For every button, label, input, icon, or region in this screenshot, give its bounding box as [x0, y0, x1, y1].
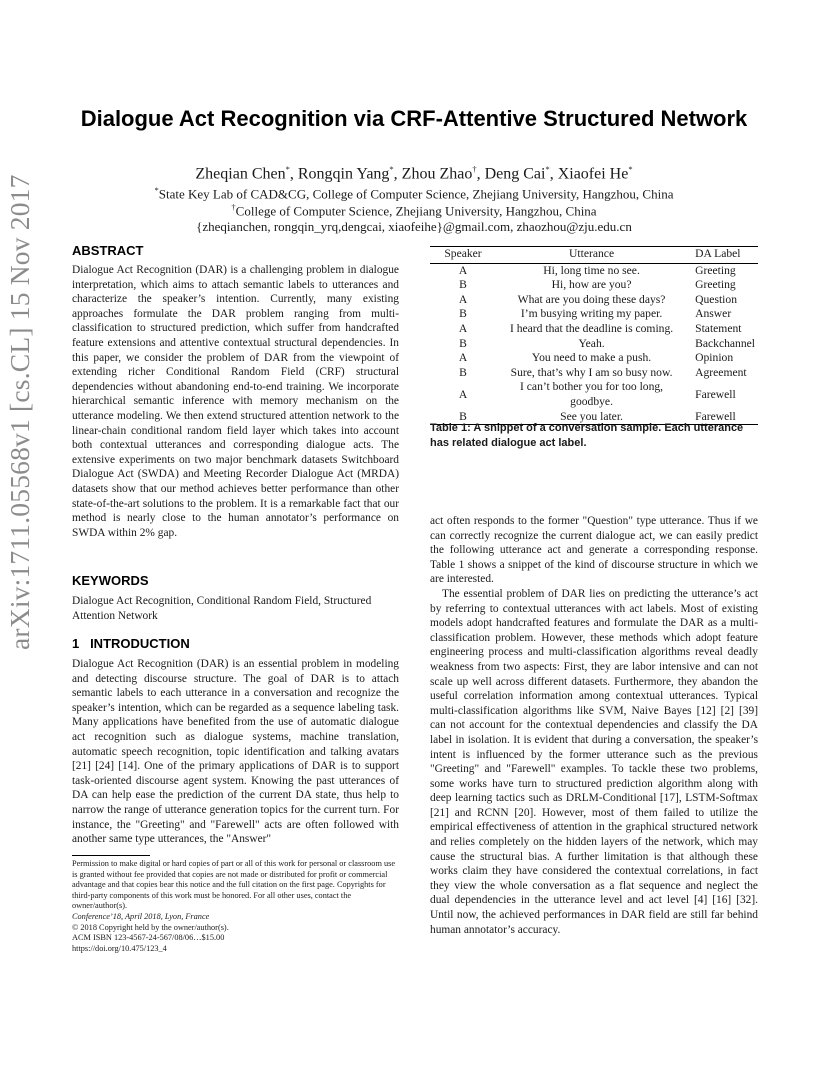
- speaker-cell: B: [459, 365, 467, 379]
- author-emails: {zheqianchen, rongqin_yrq,dengcai, xiaofeihe}@gmail.com, zhaozhou@zju.edu.cn: [196, 219, 632, 234]
- keywords-heading: KEYWORDS: [72, 573, 149, 588]
- table-header-row: [430, 247, 758, 264]
- abstract-heading: ABSTRACT: [72, 243, 144, 258]
- author-mark: *: [628, 164, 633, 174]
- speaker-cell: B: [459, 278, 467, 292]
- footnote-divider: [72, 855, 150, 856]
- table-row: [430, 366, 758, 381]
- author-mark: *: [389, 164, 394, 174]
- body-paragraph: act often responds to the former "Question" type utterance. Thus if we can correctly recognize the current dialogue act, we can easily predict the following utterance act and generate a corresponding response. Table 1 shows a snippet of the kind of discourse structure in which we are interested.: [430, 515, 758, 586]
- conversation-table: [430, 246, 758, 425]
- header-utterance: Utterance: [496, 247, 687, 264]
- table-row: [430, 380, 758, 409]
- author-mark: †: [472, 164, 477, 174]
- copyright-line: © 2018 Copyright held by the owner/author(s).: [72, 922, 229, 932]
- utterance-cell: I’m busying writing my paper.: [520, 307, 663, 321]
- author-mark: *: [545, 164, 550, 174]
- affiliation: [0, 185, 828, 202]
- table-row: [430, 337, 758, 352]
- table-row: [430, 307, 758, 322]
- speaker-cell: A: [458, 263, 468, 277]
- affiliation-text: State Key Lab of CAD&CG, College of Computer Science, Zhejiang University, Hangzhou, China: [158, 186, 674, 202]
- abstract-body: [72, 263, 399, 540]
- copyright-footnote: [72, 859, 399, 954]
- label-cell: Farewell: [687, 410, 758, 425]
- label-cell: Farewell: [695, 387, 736, 401]
- author-name: Deng Cai: [484, 165, 546, 183]
- label-cell: Greeting: [695, 278, 736, 292]
- abstract-paragraph: Dialogue Act Recognition (DAR) is a challenging problem in dialogue interpretation, which aims to attach semantic labels to utterances and characterize the speaker’s intention. Currently, many existing approaches formulate the DAR problem ranging from multi-classification to structured prediction, which suffer from handcrafted feature extensions and attentive contextual structural dependencies. In this paper, we consider the problem of DAR from the viewpoint of extending richer Conditional Random Field (CRF) structural dependencies without abandoning end-to-end training. We incorporate hierarchical semantic inference with memory mechanism on the utterance modeling. We then extend structured attention network to the linear-chain conditional random field layer which takes into account both contextual utterances and corresponding dialogue acts. The extensive experiments on two major benchmark datasets Switchboard Dialogue Act (SWDA) and Meeting Recorder Dialogue Act (MRDA) datasets show that our method achieves better performance than other state-of-the-art solutions to the problem. It is a remarkable fact that our method is nearly close to the human annotator’s performance on SWDA within 2% gap.: [72, 264, 399, 539]
- table-caption: Table 1: A snippet of a conversation sample. Each utterance has related dialogue act label.: [430, 422, 744, 449]
- introduction-paragraph: Dialogue Act Recognition (DAR) is an essential problem in modeling and detecting discourse structure. The goal of DAR is to attach semantic labels to each utterance in a conversation and recognize the speaker’s intention, which can be regarded as a sequence labeling task. Many applications have benefited from the use of automatic dialogue act recognition such as dialogue systems, machine translation, automatic speech recognition, topic identification and talking avatars [21] [24] [14]. One of the primary applications of DAR is to support task-oriented discourse agent system. Knowing the past utterances of DA can help ease the prediction of the current DA state, thus help to narrow the range of utterance generation topics for the current turn. For instance, the "Greeting" and "Farewell" acts are often followed with another same type utterances, the "Answer": [72, 658, 399, 846]
- table-row: [430, 322, 758, 337]
- header-speaker: Speaker: [430, 247, 496, 264]
- utterance-cell: Hi, long time no see.: [543, 263, 640, 277]
- doi-link[interactable]: https://doi.org/10.475/123_4: [72, 943, 167, 953]
- utterance-cell: Hi, how are you?: [551, 278, 632, 292]
- label-cell: Answer: [695, 307, 732, 321]
- speaker-cell: B: [459, 307, 467, 321]
- affiliation-mark: *: [154, 185, 159, 195]
- label-cell: Agreement: [695, 365, 747, 379]
- author-mark: *: [285, 164, 290, 174]
- author-name: Xiaofei He: [557, 165, 629, 183]
- introduction-body: [72, 657, 399, 847]
- utterance-cell: Sure, that’s why I am so busy now.: [510, 365, 673, 379]
- utterance-cell: What are you doing these days?: [517, 292, 666, 306]
- speaker-cell: A: [458, 351, 468, 365]
- right-column-body: [430, 514, 758, 937]
- isbn-line: ACM ISBN 123-4567-24-567/08/06…$15.00: [72, 933, 225, 943]
- author-name: Rongqin Yang: [297, 165, 390, 183]
- table-row: [430, 278, 758, 293]
- introduction-heading: 1 INTRODUCTION: [72, 636, 190, 651]
- author-list: Zheqian Chen*, Rongqin Yang*, Zhou Zhao†, Deng Cai*, Xiaofei He*: [195, 164, 633, 183]
- label-cell: Statement: [695, 321, 742, 335]
- speaker-cell: A: [458, 292, 468, 306]
- author-name: Zhou Zhao: [401, 165, 473, 183]
- utterance-cell: See you later.: [496, 410, 687, 425]
- body-paragraph: The essential problem of DAR lies on predicting the utterance’s act by referring to contextual utterances with act labels. Most of existing models adopt handcrafted features and formulate the DAR as a multi-classification problem. However, these methods which adopt feature engineering process and multi-classification algorithms reveal deadly weakness from two aspects: First, they are labor intensive and can not scale up well across different datasets. Furthermore, they abandon the useful correlation information among contextual utterances. Typical multi-classification algorithms like SVM, Naive Bayes [12] [2] [39] can not account for the contextual dependencies and classify the DA label in isolation. It is evident that during a conversation, the speaker’s intent is influenced by the former utterance such as the previous "Greeting" and "Farewell" examples. To tackle these two problems, some works have turn to structured prediction algorithm along with deep learning tactics such as DRLM-Conditional [17], LSTM-Softmax [21] and RCNN [20]. However, most of them failed to utilize the empirical effectiveness of attention in the graphical structured network and relies completely on the hidden layers of the network, which may cause the structural bias. A further limitation is that although these works claim they have considered the contextual correlations, in fact they view the whole conversation as a flat sequence and neglect the dual dependencies in the utterance level and act level [4] [16] [32]. Until now, the achieved performances in DAR field are still far behind human annotator’s accuracy.: [430, 587, 758, 936]
- arxiv-side-stamp: arXiv:1711.05568v1 [cs.CL] 15 Nov 2017: [4, 174, 35, 650]
- author-name: Zheqian Chen: [195, 165, 286, 183]
- speaker-cell: A: [458, 387, 468, 401]
- utterance-cell: Yeah.: [578, 336, 605, 350]
- speaker-cell: B: [459, 336, 467, 350]
- speaker-cell: A: [458, 321, 468, 335]
- utterance-cell: You need to make a push.: [531, 351, 652, 365]
- paper-title: Dialogue Act Recognition via CRF-Attentive Structured Network: [80, 106, 748, 131]
- affiliation: [0, 202, 828, 219]
- utterance-cell: I can’t bother you for too long, goodbye.: [520, 380, 664, 408]
- conference-line: Conference’18, April 2018, Lyon, France: [72, 911, 210, 921]
- keywords-text: Dialogue Act Recognition, Conditional Random Field, Structured Attention Network: [72, 595, 372, 622]
- utterance-cell: I heard that the deadline is coming.: [509, 321, 674, 335]
- header-da-label: DA Label: [687, 247, 758, 264]
- affiliation-mark: †: [231, 202, 236, 212]
- label-cell: Opinion: [695, 351, 734, 365]
- permission-notice: Permission to make digital or hard copies of part or all of this work for personal or classroom use is granted without fee provided that copies are not made or distributed for profit or commercial advantage and that copies bear this notice and the full citation on the first page. Copyrights for third-party components of this work must be honored. For all other uses, contact the owner/author(s).: [72, 859, 396, 911]
- label-cell: Greeting: [695, 263, 736, 277]
- table-row: [430, 263, 758, 278]
- keywords-body: [72, 594, 399, 623]
- label-cell: Question: [695, 292, 737, 306]
- affiliation-text: College of Computer Science, Zhejiang University, Hangzhou, China: [235, 203, 597, 219]
- speaker-cell: B: [430, 410, 496, 425]
- label-cell: Backchannel: [695, 336, 755, 350]
- table-row: [430, 293, 758, 308]
- table-row: [430, 351, 758, 366]
